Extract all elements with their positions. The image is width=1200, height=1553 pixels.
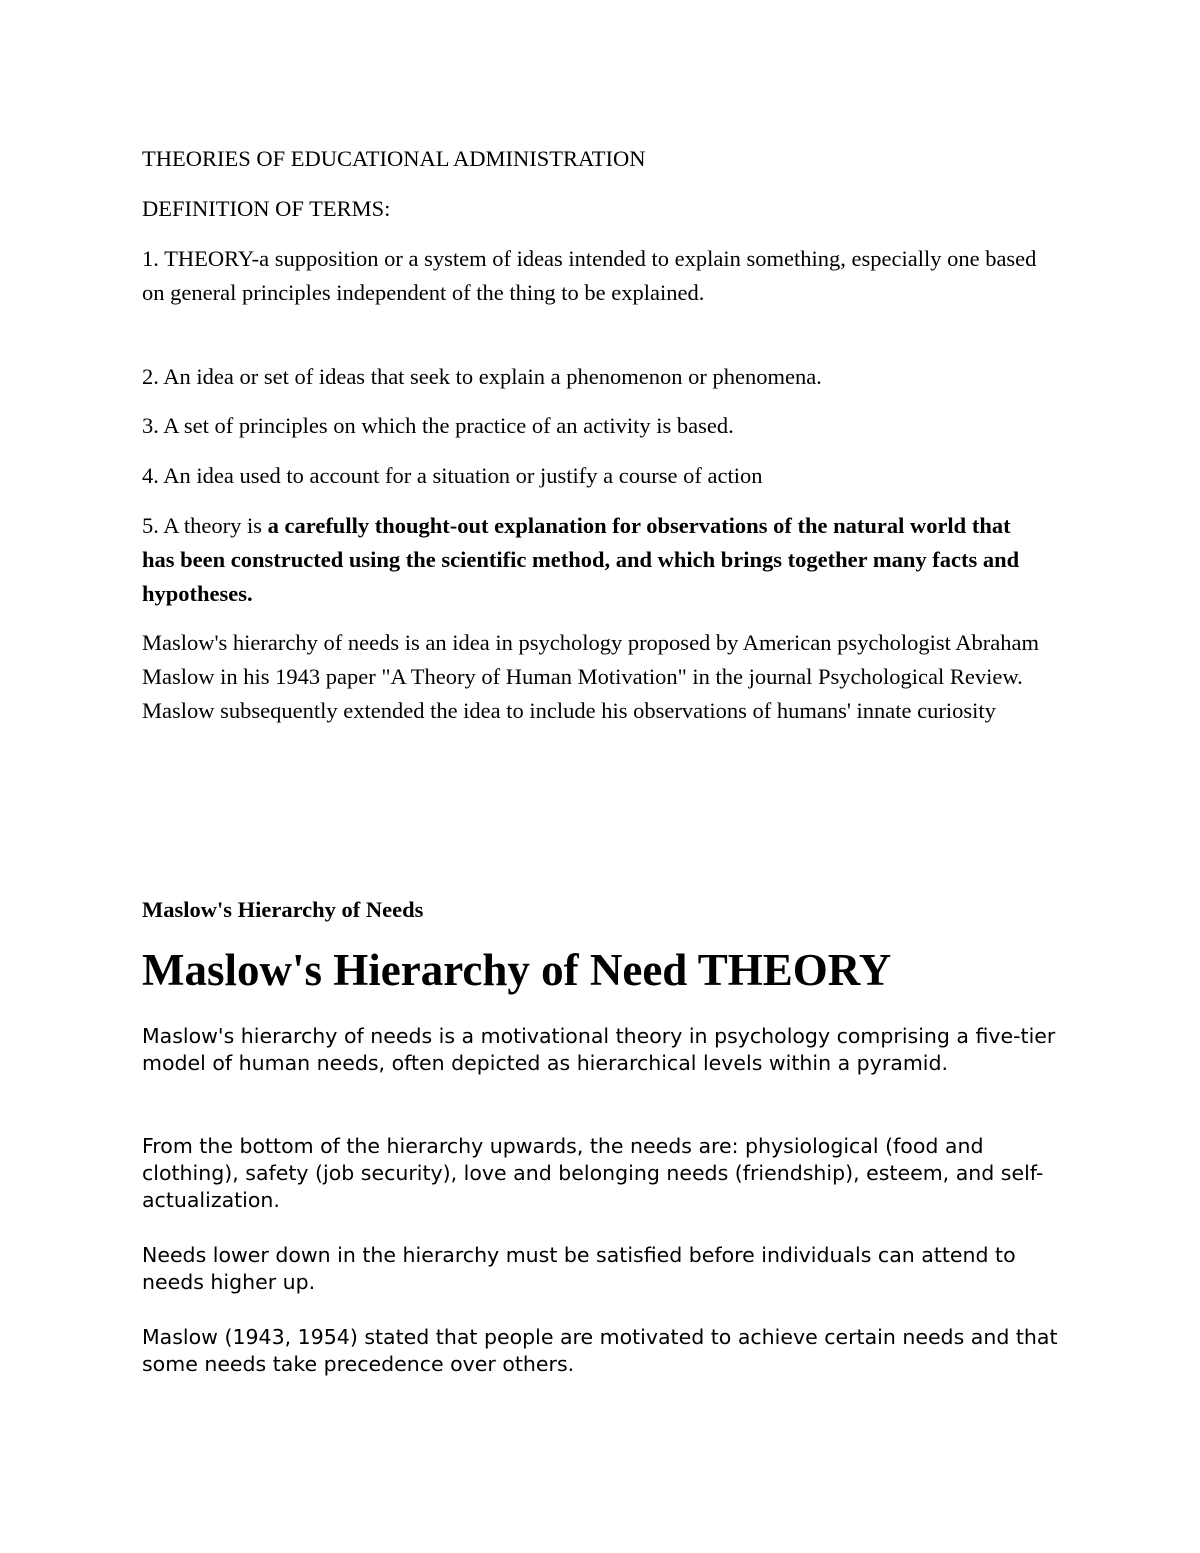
section-heading-large: Maslow's Hierarchy of Need THEORY — [142, 945, 892, 995]
section-paragraph-3: Needs lower down in the hierarchy must be satisfied before individuals can attend to needs higher up. — [142, 1243, 1016, 1294]
section-paragraph-4: Maslow (1943, 1954) stated that people are motivated to achieve certain needs and that some needs take precedence over others. — [142, 1325, 1058, 1376]
document-title: THEORIES OF EDUCATIONAL ADMINISTRATION — [142, 146, 646, 171]
section-paragraph-2: From the bottom of the hierarchy upwards, the needs are: physiological (food and clothing), safety (job security), love and belonging needs (friendship), esteem, and self-actualization. — [142, 1134, 1044, 1212]
section-heading-small: Maslow's Hierarchy of Needs — [142, 897, 424, 922]
definition-item-5 — [142, 509, 1042, 611]
section-paragraph-1: Maslow's hierarchy of needs is a motivational theory in psychology comprising a five-tier model of human needs, often depicted as hierarchical levels within a pyramid. — [142, 1024, 1056, 1075]
maslow-intro-paragraph: Maslow's hierarchy of needs is an idea in psychology proposed by American psychologist Abraham Maslow in his 1943 paper "A Theory of Human Motivation" in the journal Psychological Review. Maslow subsequently extended the idea to include his observations of humans' innate curiosity — [142, 630, 1039, 723]
definition-item-1: 1. THEORY-a supposition or a system of ideas intended to explain something, especially one based on general principles independent of the thing to be explained. — [142, 246, 1037, 305]
definition-5-prefix: 5. A theory is — [142, 513, 268, 538]
definition-item-3: 3. A set of principles on which the practice of an activity is based. — [142, 413, 734, 438]
definition-item-2: 2. An idea or set of ideas that seek to explain a phenomenon or phenomena. — [142, 364, 822, 389]
definition-5-bold-text: a carefully thought-out explanation for observations of the natural world that has been constructed using the scientific method, and which brings together many facts and hypotheses. — [142, 513, 1020, 606]
definition-heading: DEFINITION OF TERMS: — [142, 196, 391, 221]
definition-item-4: 4. An idea used to account for a situation or justify a course of action — [142, 463, 763, 488]
